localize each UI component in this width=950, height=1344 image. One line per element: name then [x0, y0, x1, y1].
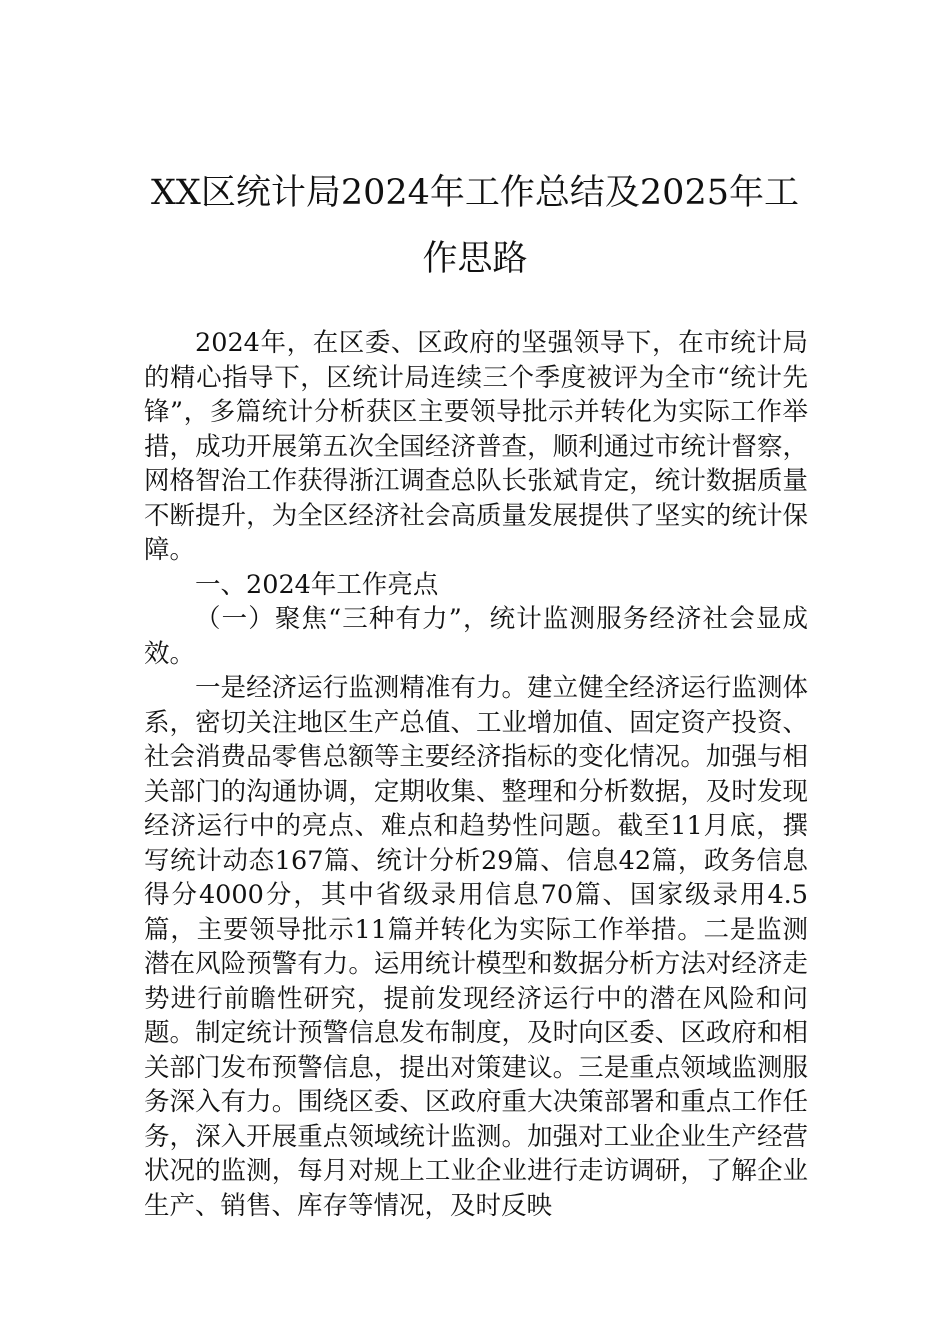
paragraph-intro: 2024年，在区委、区政府的坚强领导下，在市统计局的精心指导下，区统计局连续三个季度被评为全市“统计先锋”，多篇统计分析获区主要领导批示并转化为实际工作举措，成功开展第五次全国经济普查，顺利通过市统计督察，网格智治工作获得浙江调查总队长张斌肯定，统计数据质量不断提升，为全区经济社会高质量发展提供了坚实的统计保障。: [144, 328, 808, 565]
document-body: [144, 326, 808, 1223]
subsection-heading: （一）聚焦“三种有力”，统计监测服务经济社会显成效。: [144, 604, 808, 669]
paragraph-monitoring: 一是经济运行监测精准有力。建立健全经济运行监测体系，密切关注地区生产总值、工业增加值、固定资产投资、社会消费品零售总额等主要经济指标的变化情况。加强与相关部门的沟通协调，定期收集、整理和分析数据，及时发现经济运行中的亮点、难点和趋势性问题。截至11月底，撰写统计动态167篇、统计分析29篇、信息42篇，政务信息得分4000分，其中省级录用信息70篇、国家级录用4.5篇，主要领导批示11篇并转化为实际工作举措。二是监测潜在风险预警有力。运用统计模型和数据分析方法对经济走势进行前瞻性研究，提前发现经济运行中的潜在风险和问题。制定统计预警信息发布制度，及时向区委、区政府和相关部门发布预警信息，提出对策建议。三是重点领域监测服务深入有力。围绕区委、区政府重大决策部署和重点工作任务，深入开展重点领域统计监测。加强对工业企业生产经营状况的监测，每月对规上工业企业进行走访调研，了解企业生产、销售、库存等情况，及时反映: [144, 673, 808, 1221]
document-title: XX区统计局2024年工作总结及2025年工作思路: [151, 173, 799, 279]
section-heading: 一、2024年工作亮点: [195, 569, 439, 600]
